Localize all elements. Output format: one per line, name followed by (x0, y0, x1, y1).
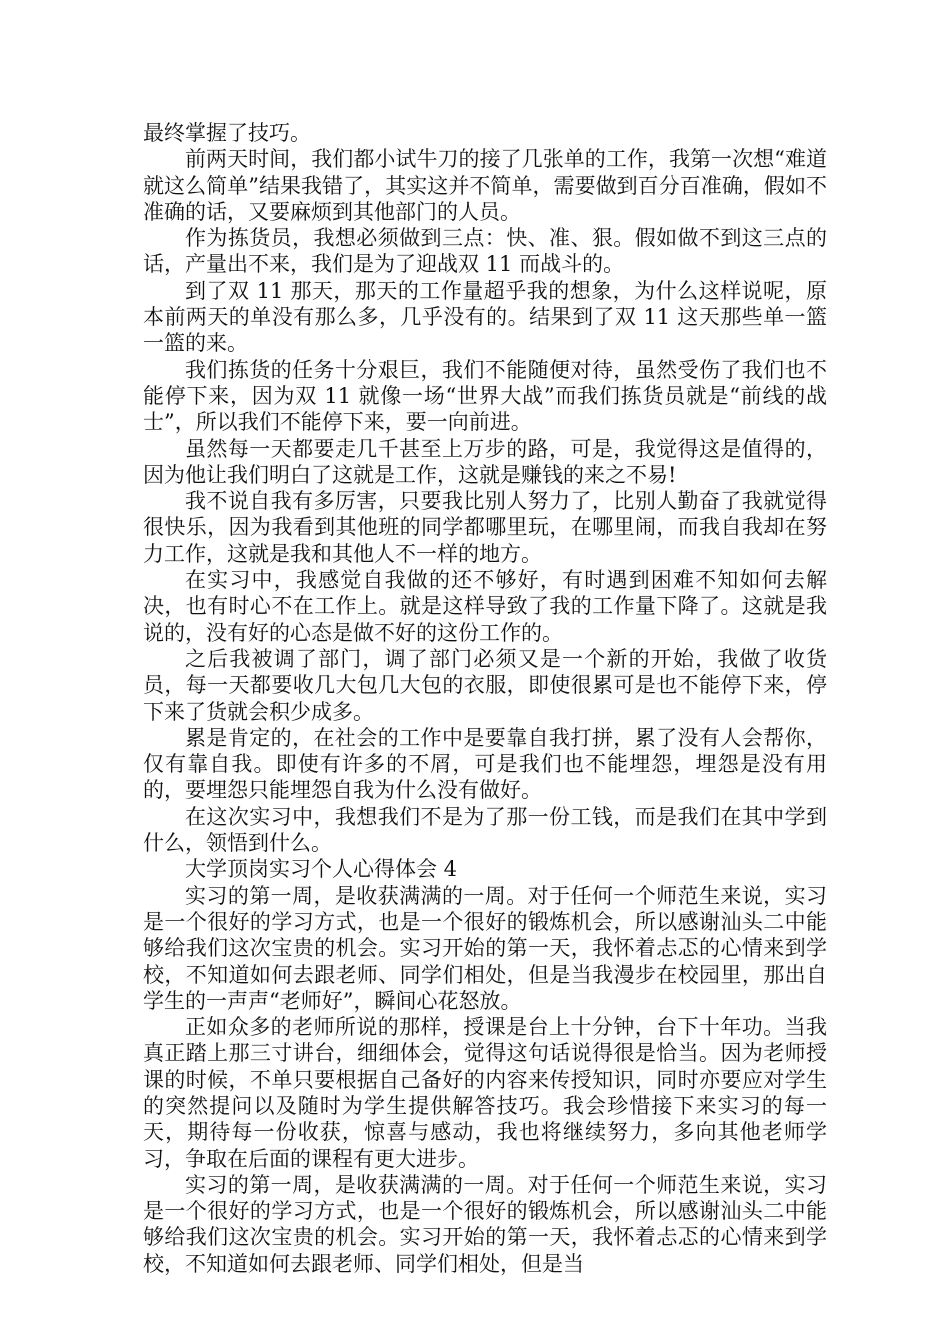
paragraph: 累是肯定的，在社会的工作中是要靠自我打拼，累了没有人会帮你，仅有靠自我。即使有许多的不屑，可是我们也不能埋怨，埋怨是没有用的，要埋怨只能埋怨自我为什么没有做好。 (143, 725, 827, 803)
paragraph: 最终掌握了技巧。 (143, 121, 311, 145)
paragraph: 正如众多的老师所说的那样，授课是台上十分钟，台下十年功。当我真正踏上那三寸讲台，细细体会，觉得这句话说得很是恰当。因为老师授课的时候，不单只要根据自己备好的内容来传授知识，同时亦要应对学生的突然提问以及随时为学生提供解答技巧。我会珍惜接下来实习的每一天，期待每一份收获，惊喜与感动，我也将继续努力，多向其他老师学习，争取在后面的课程有更大进步。 (143, 1015, 827, 1171)
paragraph: 我们拣货的任务十分艰巨，我们不能随便对待，虽然受伤了我们也不能停下来，因为双 11 就像一场“世界大战”而我们拣货员就是“前线的战士”，所以我们不能停下来，要一向前进。 (143, 357, 827, 435)
paragraph: 实习的第一周，是收获满满的一周。对于任何一个师范生来说，实习是一个很好的学习方式，也是一个很好的锻炼机会，所以感谢汕头二中能够给我们这次宝贵的机会。实习开始的第一天，我怀着忐忑的心情来到学校，不知道如何去跟老师、同学们相处，但是当我漫步在校园里，那出自学生的一声声“老师好”，瞬间心花怒放。 (143, 883, 827, 1013)
paragraph: 虽然每一天都要走几千甚至上万步的路，可是，我觉得这是值得的，因为他让我们明白了这就是工作，这就是赚钱的来之不易! (143, 436, 827, 487)
paragraph: 我不说自我有多厉害，只要我比别人努力了，比别人勤奋了我就觉得很快乐，因为我看到其他班的同学都哪里玩，在哪里闹，而我自我却在努力工作，这就是我和其他人不一样的地方。 (143, 489, 827, 566)
paragraph: 实习的第一周，是收获满满的一周。对于任何一个师范生来说，实习是一个很好的学习方式，也是一个很好的锻炼机会，所以感谢汕头二中能够给我们这次宝贵的机会。实习开始的第一天，我怀着忐忑的心情来到学校，不知道如何去跟老师、同学们相处，但是当 (143, 1172, 827, 1276)
paragraph: 在这次实习中，我想我们不是为了那一份工钱，而是我们在其中学到什么，领悟到什么。 (143, 804, 827, 856)
paragraph: 在实习中，我感觉自我做的还不够好，有时遇到困难不知如何去解决，也有时心不在工作上。就是这样导致了我的工作量下降了。这就是我说的，没有好的心态是做不好的这份工作的。 (143, 568, 827, 645)
paragraph: 作为拣货员，我想必须做到三点：快、准、狠。假如做不到这三点的话，产量出不来，我们是为了迎战双 11 而战斗的。 (143, 226, 827, 277)
document-body (143, 120, 827, 1277)
paragraph: 之后我被调了部门，调了部门必须又是一个新的开始，我做了收货员，每一天都要收几大包几大包的衣服，即使很累可是也不能停下来，停下来了货就会积少成多。 (143, 646, 827, 724)
paragraph: 前两天时间，我们都小试牛刀的接了几张单的工作，我第一次想“难道就这么简单”结果我错了，其实这并不简单，需要做到百分百准确，假如不准确的话，又要麻烦到其他部门的人员。 (143, 147, 827, 224)
section-heading: 大学顶岗实习个人心得体会 4 (185, 857, 458, 882)
paragraph: 到了双 11 那天，那天的工作量超乎我的想象，为什么这样说呢，原本前两天的单没有那么多，几乎没有的。结果到了双 11 这天那些单一篮一篮的来。 (143, 278, 827, 356)
